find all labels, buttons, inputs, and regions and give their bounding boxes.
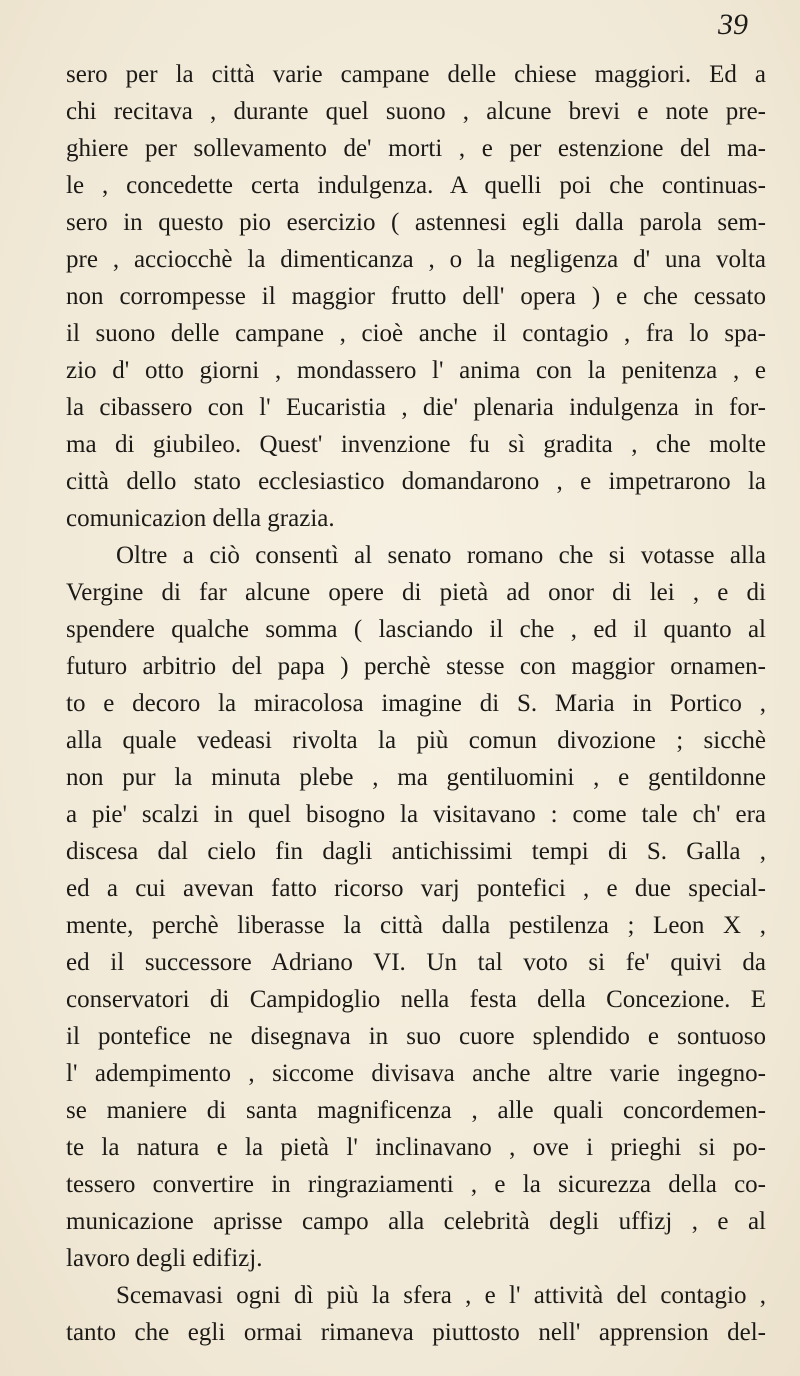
text-line: to e decoro la miracolosa imagine di S. Maria in Portico , — [66, 690, 766, 717]
page-number: 39 — [718, 8, 748, 41]
text-line: chi recitava , durante quel suono , alcune brevi e note pre- — [66, 98, 766, 125]
paragraph — [66, 1277, 766, 1351]
text-line: ed a cui avevan fatto ricorso varj pontefici , e due special- — [66, 875, 766, 902]
text-line: a pie' scalzi in quel bisogno la visitavano : come tale ch' era — [66, 801, 766, 828]
text-line: se maniere di santa magnificenza , alle quali concordemen- — [66, 1097, 766, 1124]
text-line: ed il successore Adriano VI. Un tal voto si fe' quivi da — [66, 949, 766, 976]
text-line: Oltre a ciò consentì al senato romano che si votasse alla — [116, 542, 766, 569]
text-line: conservatori di Campidoglio nella festa della Concezione. E — [66, 986, 766, 1013]
text-line: città dello stato ecclesiastico domandarono , e impetrarono la — [66, 468, 766, 495]
text-line: discesa dal cielo fin dagli antichissimi tempi di S. Galla , — [66, 838, 766, 865]
text-line: il pontefice ne disegnava in suo cuore splendido e sontuoso — [66, 1023, 766, 1050]
text-line: ghiere per sollevamento de' morti , e per estenzione del ma- — [66, 135, 766, 162]
text-line: Vergine di far alcune opere di pietà ad onor di lei , e di — [66, 579, 766, 606]
text-line: l' adempimento , siccome divisava anche altre varie ingegno- — [66, 1060, 766, 1087]
text-line: ma di giubileo. Quest' invenzione fu sì gradita , che molte — [66, 431, 766, 458]
text-line: la cibassero con l' Eucaristia , die' plenaria indulgenza in for- — [66, 394, 766, 421]
body-text — [66, 56, 766, 1351]
text-line: comunicazion della grazia. — [66, 505, 335, 532]
text-line: le , concedette certa indulgenza. A quelli poi che continuas- — [66, 172, 766, 199]
paragraph — [66, 56, 766, 537]
text-line: il suono delle campane , cioè anche il contagio , fra lo spa- — [66, 320, 766, 347]
text-line: sero in questo pio esercizio ( astennesi egli dalla parola sem- — [66, 209, 766, 236]
text-line: pre , acciocchè la dimenticanza , o la negligenza d' una volta — [66, 246, 766, 273]
text-line: futuro arbitrio del papa ) perchè stesse con maggior ornamen- — [66, 653, 766, 680]
text-line: tessero convertire in ringraziamenti , e la sicurezza della co- — [66, 1171, 766, 1198]
text-line: te la natura e la pietà l' inclinavano , ove i prieghi si po- — [66, 1134, 766, 1161]
text-line: tanto che egli ormai rimaneva piuttosto nell' apprension del- — [66, 1319, 766, 1346]
text-line: zio d' otto giorni , mondassero l' anima con la penitenza , e — [66, 357, 766, 384]
text-line: non pur la minuta plebe , ma gentiluomini , e gentildonne — [66, 764, 766, 791]
text-line: lavoro degli edifizj. — [66, 1245, 263, 1272]
text-line: mente, perchè liberasse la città dalla pestilenza ; Leon X , — [66, 912, 766, 939]
text-line: non corrompesse il maggior frutto dell' opera ) e che cessato — [66, 283, 766, 310]
text-line: sero per la città varie campane delle chiese maggiori. Ed a — [66, 61, 766, 88]
text-line: municazione aprisse campo alla celebrità degli uffizj , e al — [66, 1208, 766, 1235]
paragraph — [66, 537, 766, 1277]
text-line: spendere qualche somma ( lasciando il che , ed il quanto al — [66, 616, 766, 643]
text-line: Scemavasi ogni dì più la sfera , e l' attività del contagio , — [116, 1282, 766, 1309]
text-line: alla quale vedeasi rivolta la più comun divozione ; sicchè — [66, 727, 766, 754]
